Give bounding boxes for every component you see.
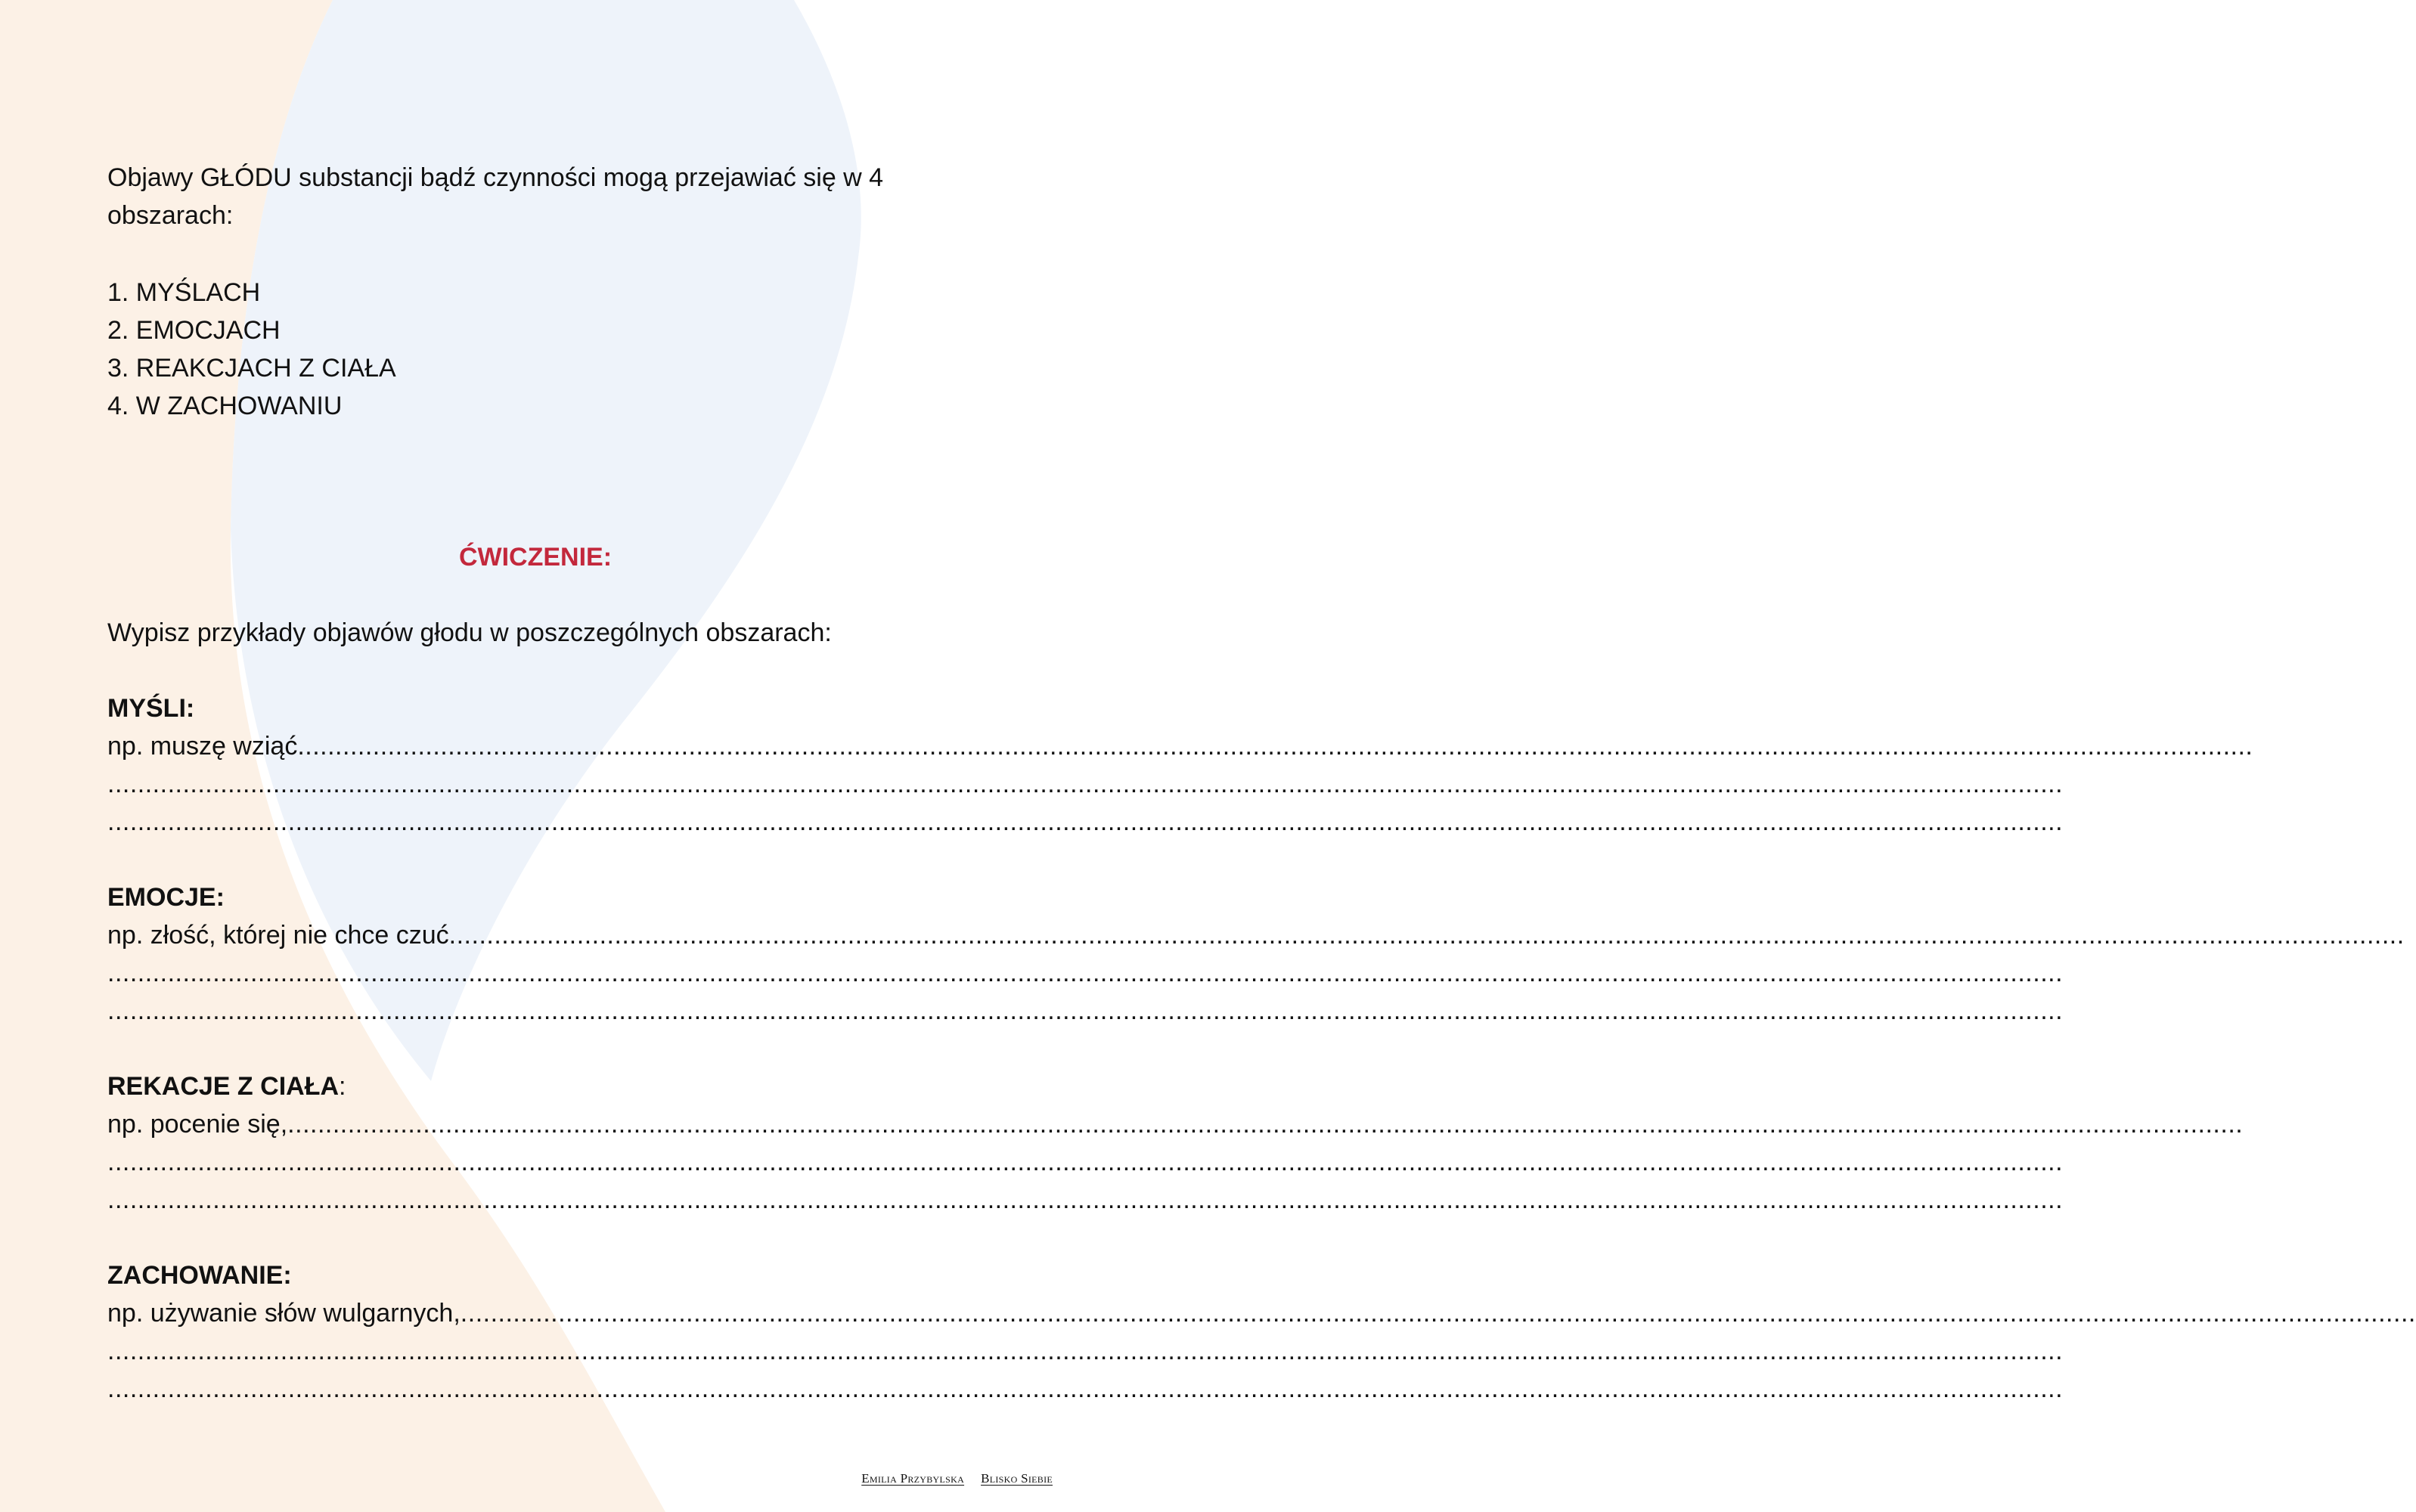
answer-line-3[interactable] [107,992,2064,1030]
section-heading [107,878,963,916]
exercise-title: ĆWICZENIE: [458,543,613,572]
area-item-emotions: 2. EMOCJACH [107,316,281,345]
example-text: np. używanie słów wulgarnych, [107,1299,461,1328]
section-heading [107,1067,963,1105]
footer-credits [861,1471,1053,1486]
answer-line-3[interactable] [107,1181,2064,1219]
section-heading-label: MYŚLI: [107,694,195,723]
example-text: np. muszę wziąć [107,732,298,761]
dotted-fill: .................................................................................................................................................................................................................................................................... [448,921,2405,950]
answer-line-1[interactable] [107,1105,2244,1143]
section-body-reactions [107,1067,2244,1219]
section-emotions [107,878,2405,1030]
dotted-fill: .................................................................................................................................................................................................................................................................... [297,732,2253,761]
dotted-fill: .................................................................................................................................................................................................................................................................... [107,1148,2064,1176]
section-heading [107,1256,963,1294]
dotted-fill: .................................................................................................................................................................................................................................................................... [107,1185,2064,1214]
dotted-fill: .................................................................................................................................................................................................................................................................... [460,1299,2416,1328]
dotted-fill: .................................................................................................................................................................................................................................................................... [107,959,2064,987]
answer-line-3[interactable] [107,803,2064,841]
answer-line-2[interactable] [107,1143,2064,1181]
answer-line-2[interactable] [107,1332,2064,1370]
answer-line-3[interactable] [107,1370,2064,1408]
section-thoughts [107,689,2253,841]
dotted-fill: .................................................................................................................................................................................................................................................................... [107,1374,2064,1403]
area-item-body-reactions: 3. REAKCJACH Z CIAŁA [107,354,396,383]
areas-list [107,274,396,425]
example-text: np. złość, której nie chce czuć [107,921,449,950]
section-behavior [107,1256,2416,1408]
section-heading-label: ZACHOWANIE: [107,1261,292,1290]
section-heading [107,689,963,727]
section-heading-label: REKACJE Z CIAŁA [107,1072,340,1101]
dotted-fill: .................................................................................................................................................................................................................................................................... [107,807,2064,836]
dotted-fill: .................................................................................................................................................................................................................................................................... [107,1337,2064,1365]
exercise-instruction: Wypisz przykłady objawów głodu w poszczególnych obszarach: [107,618,832,647]
section-heading-colon: : [339,1072,346,1101]
area-item-thoughts: 1. MYŚLACH [107,278,261,307]
dotted-fill: .................................................................................................................................................................................................................................................................... [107,996,2064,1025]
answer-line-2[interactable] [107,954,2064,992]
dotted-fill: .................................................................................................................................................................................................................................................................... [287,1110,2244,1139]
intro-text: Objawy GŁÓDU substancji bądź czynności mogą przejawiać się w 4 obszarach: [107,163,884,230]
footer-brand: Blisko Siebie [981,1471,1053,1486]
dotted-fill: .................................................................................................................................................................................................................................................................... [107,770,2064,798]
section-heading-label: EMOCJE: [107,883,225,912]
answer-line-2[interactable] [107,765,2064,803]
footer-author: Emilia Przybylska [861,1471,965,1486]
example-text: np. pocenie się, [107,1110,288,1139]
answer-line-1[interactable] [107,727,2253,765]
answer-line-1[interactable] [107,1294,2416,1332]
area-item-behavior: 4. W ZACHOWANIU [107,392,343,420]
answer-line-1[interactable] [107,916,2405,954]
